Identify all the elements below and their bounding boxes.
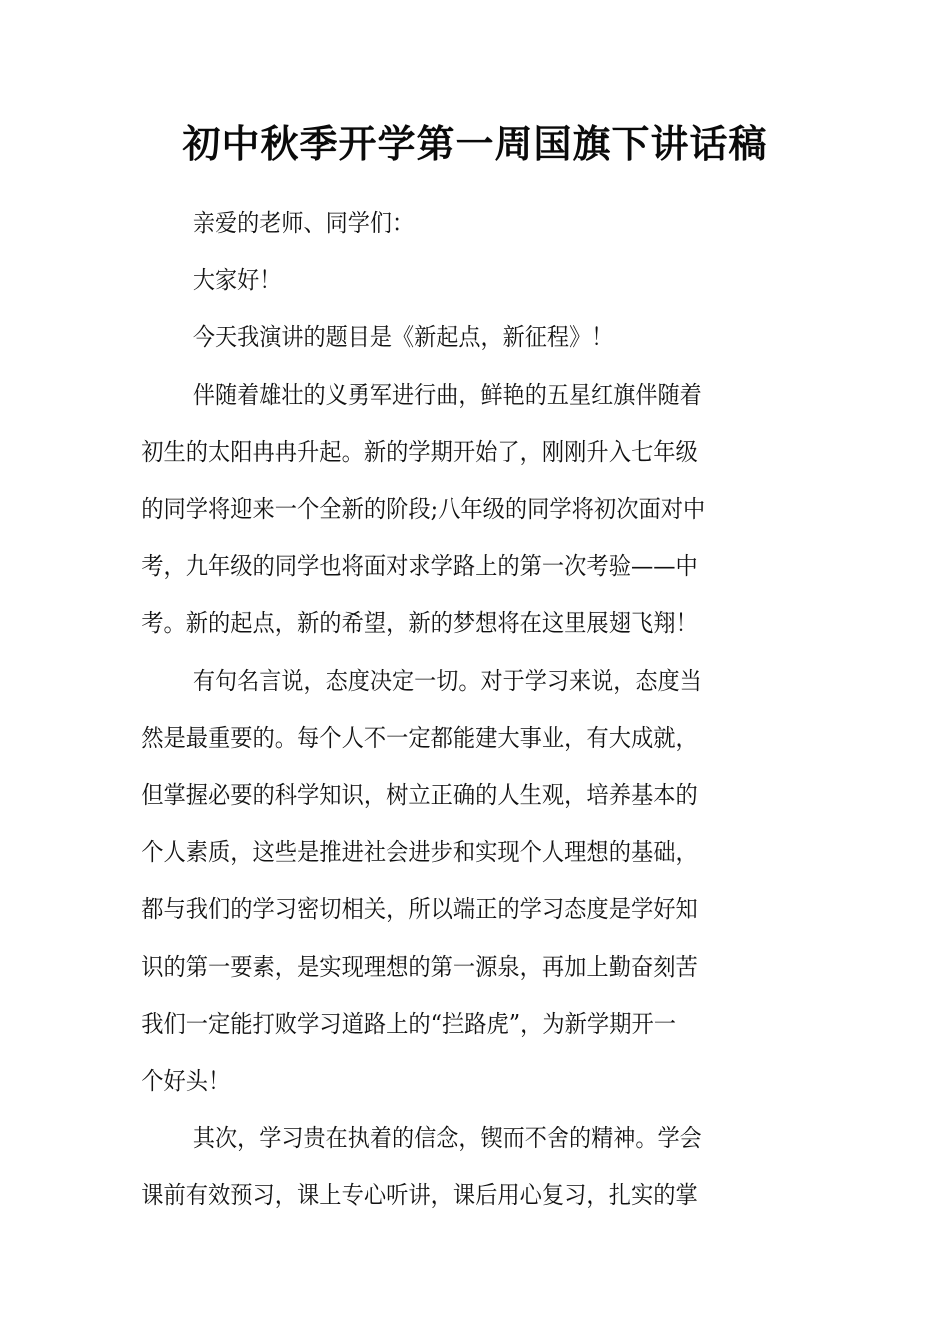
document-title: 初中秋季开学第一周国旗下讲话稿 [182, 121, 768, 166]
text-line: 考，九年级的同学也将面对求学路上的第一次考验——中 [141, 552, 698, 581]
text-line: 但掌握必要的科学知识，树立正确的人生观，培养基本的 [141, 781, 698, 810]
text-line: 今天我演讲的题目是《新起点，新征程》！ [192, 323, 614, 352]
paragraph-attitude [141, 653, 810, 1111]
document-body [141, 195, 810, 1225]
text-line: 课前有效预习，课上专心听讲，课后用心复习，扎实的掌 [141, 1181, 698, 1210]
text-line: 识的第一要素，是实现理想的第一源泉，再加上勤奋刻苦 [141, 952, 698, 981]
text-line: 个人素质，这些是推进社会进步和实现个人理想的基础， [141, 838, 698, 867]
text-line: 大家好！ [192, 266, 282, 295]
paragraph-persistence [141, 1110, 810, 1224]
paragraph-hello [145, 252, 810, 309]
paragraph-new-semester [141, 367, 810, 653]
text-line: 的同学将迎来一个全新的阶段;八年级的同学将初次面对中 [141, 495, 706, 524]
text-line: 个好头！ [141, 1067, 231, 1096]
text-line: 其次，学习贵在执着的信念，锲而不舍的精神。学会 [192, 1124, 702, 1153]
text-line: 有句名言说，态度决定一切。对于学习来说，态度当 [192, 666, 702, 695]
text-line: 亲爱的老师、同学们： [192, 209, 415, 237]
text-line: 考。新的起点，新的希望，新的梦想将在这里展翅飞翔！ [141, 609, 698, 638]
text-line: 然是最重要的。每个人不一定都能建大事业，有大成就， [141, 723, 698, 752]
text-line: 都与我们的学习密切相关，所以端正的学习态度是学好知 [141, 895, 698, 924]
paragraph-topic [145, 309, 810, 366]
paragraph-greeting [145, 195, 810, 252]
text-line: 伴随着雄壮的义勇军进行曲，鲜艳的五星红旗伴随着 [192, 380, 702, 409]
text-line: 我们一定能打败学习道路上的“拦路虎”，为新学期开一 [141, 1009, 676, 1038]
text-line: 初生的太阳冉冉升起。新的学期开始了，刚刚升入七年级 [141, 437, 698, 466]
